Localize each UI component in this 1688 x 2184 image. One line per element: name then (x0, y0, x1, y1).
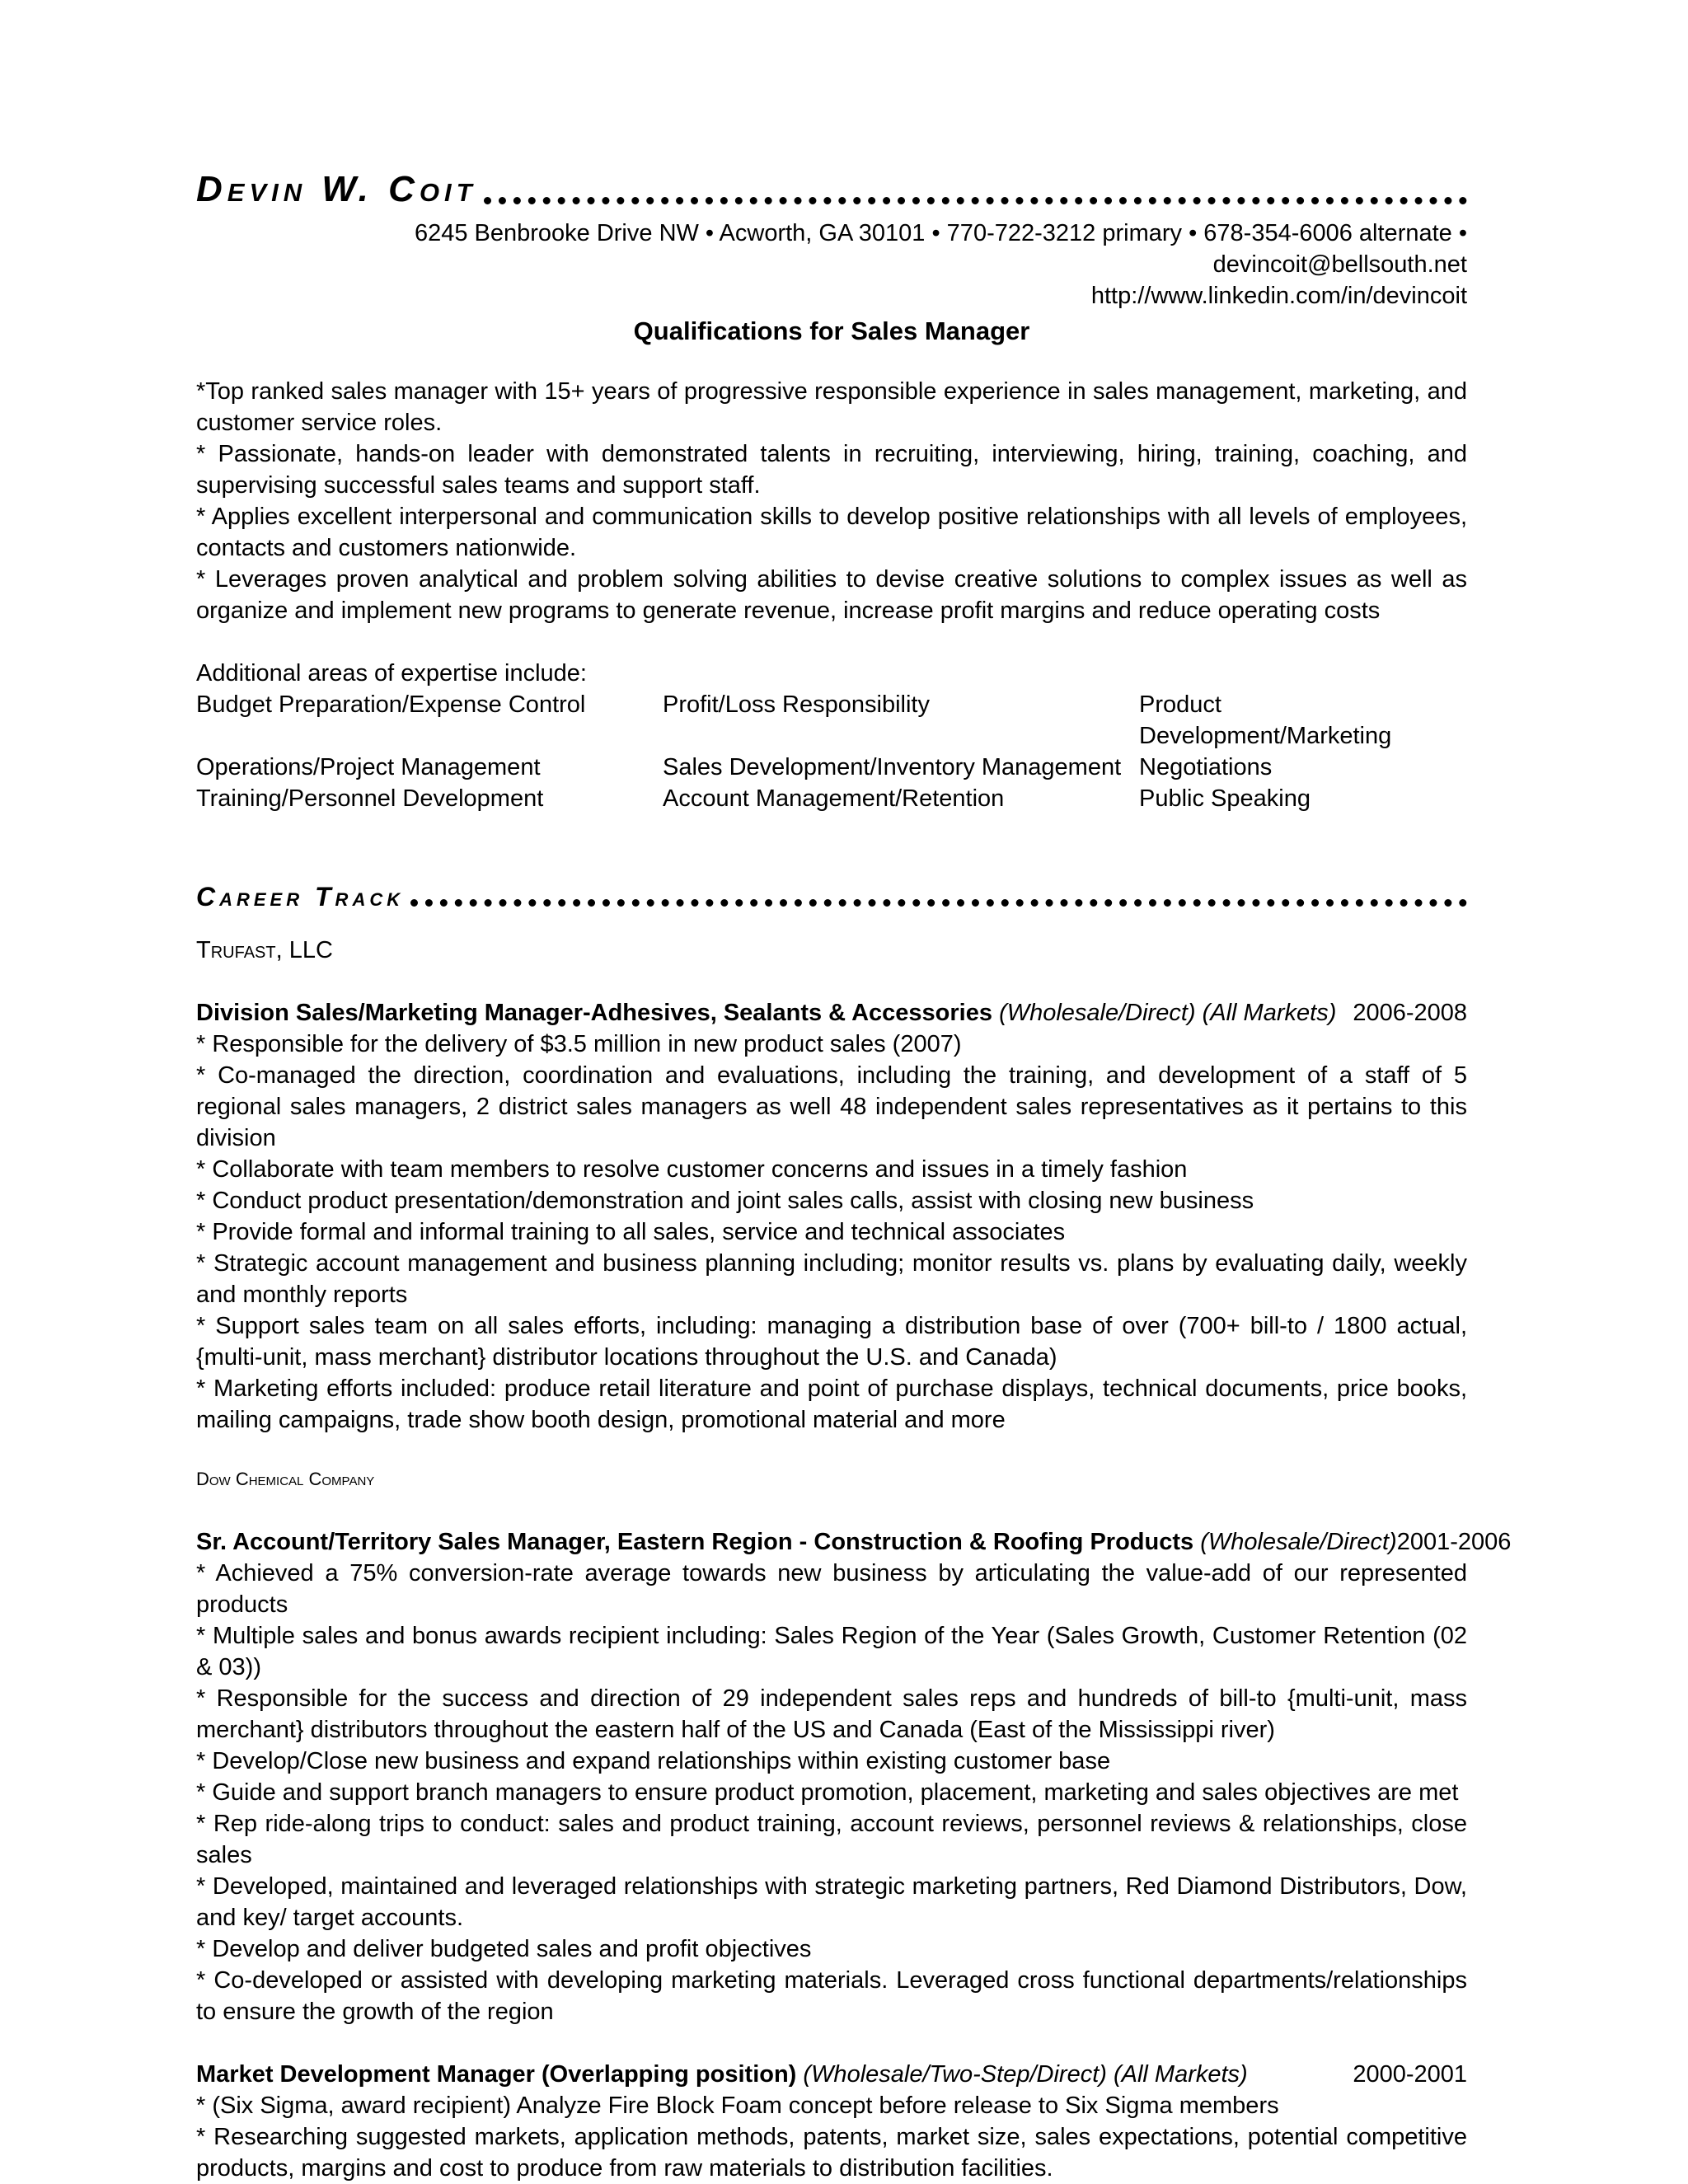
contact-block (196, 218, 1467, 312)
job-bullet: * Strategic account management and business planning including; monitor results vs. plans by evaluating daily, weekly and monthly reports (196, 1250, 1467, 1308)
expertise-intro: Additional areas of expertise include: (196, 660, 587, 687)
job-bullet: * Collaborate with team members to resolve customer concerns and issues in a timely fashion (196, 1156, 1188, 1183)
job-bullet: * Rep ride-along trips to conduct: sales and product training, account reviews, personnel reviews & relationships, close sales (196, 1811, 1467, 1868)
job-title: Sr. Account/Territory Sales Manager, Eastern Region - Construction & Roofing Products (196, 1529, 1194, 1555)
summary-section (196, 376, 1467, 626)
job-title-row (196, 2059, 1467, 2090)
expertise-item: Public Speaking (1139, 785, 1311, 812)
expertise-item: Product Development/Marketing (1139, 691, 1392, 749)
job-bullet: * Support sales team on all sales efforts, including: managing a distribution base of over (700+ bill-to / 1800 actual, {multi-unit, mass merchant} distributor locations throughout the U.S. and Canada) (196, 1313, 1467, 1371)
job-bullet: * Co-developed or assisted with developing marketing materials. Leveraged cross functional departments/relationships to ensure the growth of the region (196, 1967, 1467, 2025)
job-bullet: * Researching suggested markets, application methods, patents, market size, sales expectations, potential competitive products, margins and cost to produce from raw materials to distribution facilities. (196, 2124, 1467, 2182)
dotted-leader (484, 197, 1467, 204)
job-title: Market Development Manager (Overlapping position) (196, 2061, 797, 2088)
job-bullet: * Provide formal and informal training to all sales, service and technical associates (196, 1219, 1066, 1245)
job-bullet: * Marketing efforts included: produce retail literature and point of purchase displays, technical documents, price books, mailing campaigns, trade show booth design, promotional material and more (196, 1376, 1467, 1433)
name-header (196, 157, 1467, 208)
job-bullets (196, 2090, 1467, 2184)
expertise-item: Sales Development/Inventory Management (663, 754, 1122, 780)
qualifications-title: Qualifications for Sales Manager (633, 316, 1030, 345)
job-dates: 2006-2008 (1353, 1000, 1467, 1026)
resume-page (196, 157, 1512, 2184)
job-qualifier: (Wholesale/Direct) (1200, 1529, 1397, 1555)
career-track-title: Career Track (196, 882, 405, 912)
job-title-row (196, 1526, 1512, 1558)
job-bullet: * Developed, maintained and leveraged relationships with strategic marketing partners, Red Diamond Distributors, Dow, and key/ target accounts. (196, 1873, 1467, 1931)
linkedin-link[interactable]: http://www.linkedin.com/in/devincoit (1090, 283, 1467, 309)
job-bullet: * Develop and deliver budgeted sales and profit objectives (196, 1936, 812, 1962)
job-bullet: * Responsible for the delivery of $3.5 million in new product sales (2007) (196, 1031, 962, 1057)
summary-item: * Passionate, hands-on leader with demonstrated talents in recruiting, interviewing, hiring, training, coaching, and supervising successful sales teams and support staff. (196, 441, 1467, 499)
job-bullet: * (Six Sigma, award recipient) Analyze Fire Block Foam concept before release to Six Sigma members (196, 2093, 1279, 2119)
expertise-item: Budget Preparation/Expense Control (196, 691, 586, 718)
candidate-name: Devin W. Coit (196, 169, 477, 209)
expertise-item: Profit/Loss Responsibility (663, 691, 930, 718)
dotted-leader (410, 899, 1467, 907)
company-name: Trufast, LLC (196, 937, 333, 963)
job-dates: 2001-2006 (1396, 1529, 1512, 1555)
job-title: Division Sales/Marketing Manager-Adhesives, Sealants & Accessories (196, 1000, 992, 1026)
job-bullet: * Achieved a 75% conversion-rate average towards new business by articulating the value-add of our represented products (196, 1560, 1467, 1618)
job-bullet: * Develop/Close new business and expand relationships within existing customer base (196, 1748, 1111, 1774)
summary-item: * Leverages proven analytical and problem solving abilities to devise creative solutions to complex issues as well as organize and implement new programs to generate revenue, increase profit margins and reduce operating costs (196, 566, 1467, 624)
expertise-grid (196, 689, 1467, 814)
job-bullet: * Co-managed the direction, coordination and evaluations, including the training, and development of a staff of 5 regional sales managers, 2 district sales managers as well 48 independent sales representatives as it pertains to this division (196, 1062, 1467, 1151)
job-bullet: * Conduct product presentation/demonstration and joint sales calls, assist with closing new business (196, 1188, 1254, 1214)
job-dates: 2000-2001 (1353, 2061, 1467, 2088)
company-name: Dow Chemical Company (196, 1469, 375, 1489)
job-qualifier: (Wholesale/Two-Step/Direct) (All Markets) (803, 2061, 1248, 2088)
job-qualifier: (Wholesale/Direct) (All Markets) (999, 1000, 1337, 1026)
summary-item: *Top ranked sales manager with 15+ years of progressive responsible experience in sales management, marketing, and customer service roles. (196, 378, 1467, 436)
job-title-row (196, 997, 1467, 1029)
summary-item: * Applies excellent interpersonal and communication skills to develop positive relationships with all levels of employees, contacts and customers nationwide. (196, 504, 1467, 561)
expertise-item: Negotiations (1139, 754, 1273, 780)
career-track-header (196, 869, 1467, 910)
expertise-item: Account Management/Retention (663, 785, 1005, 812)
job-bullets (196, 1029, 1467, 1436)
contact-details: 6245 Benbrooke Drive NW • Acworth, GA 30101 • 770-722-3212 primary • 678-354-6006 alternate • devincoit@bellsouth.net (414, 220, 1467, 278)
expertise-item: Training/Personnel Development (196, 785, 544, 812)
job-bullet: * Guide and support branch managers to ensure product promotion, placement, marketing and sales objectives are met (196, 1779, 1459, 1806)
job-bullet: * Responsible for the success and direction of 29 independent sales reps and hundreds of bill-to {multi-unit, mass merchant} distributors throughout the eastern half of the US and Canada (East of the Mississippi river) (196, 1685, 1467, 1743)
job-bullet: * Multiple sales and bonus awards recipient including: Sales Region of the Year (Sales Growth, Customer Retention (02 & 03)) (196, 1623, 1467, 1680)
job-bullets (196, 1558, 1467, 2027)
expertise-item: Operations/Project Management (196, 754, 541, 780)
